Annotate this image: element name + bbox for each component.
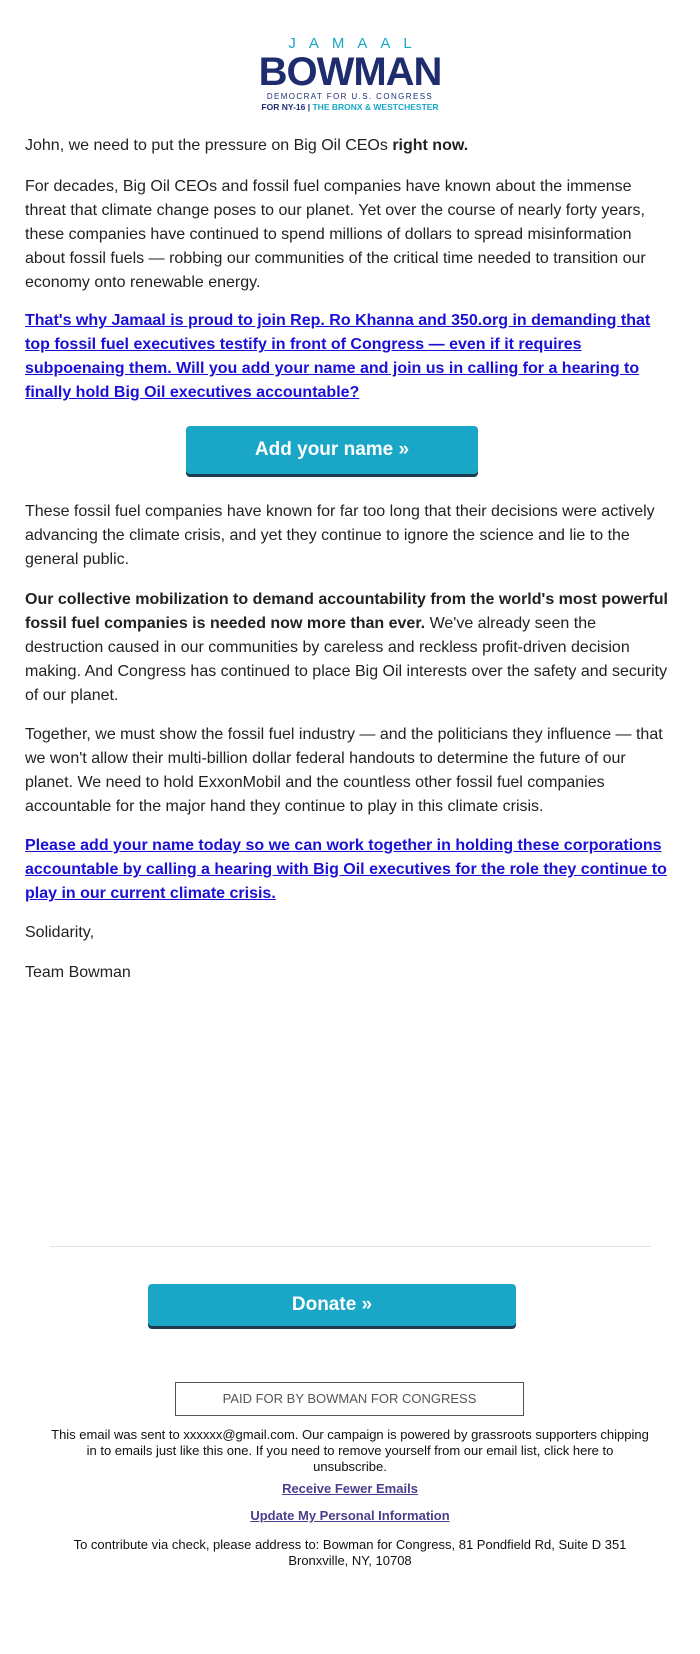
- intro-bold: right now.: [392, 137, 469, 154]
- logo-last-name: BOWMAN: [258, 50, 442, 94]
- signature-text: Team Bowman: [25, 964, 131, 981]
- update-info-wrap: [50, 1508, 650, 1524]
- logo-district-line: FOR NY-16 | THE BRONX & WESTCHESTER: [261, 102, 439, 112]
- campaign-logo: [0, 36, 700, 113]
- closing: [25, 921, 675, 945]
- paragraph-3-text: We've already seen the destruction caused in our communities by careless and reckless profit-driven decision making. And Congress has continued to place Big Oil interests over the safety and security of our planet.: [25, 615, 668, 704]
- intro-paragraph: [25, 134, 675, 158]
- signature: [25, 961, 675, 985]
- paragraph-3: [25, 588, 675, 708]
- paragraph-3-bold: Our collective mobilization to demand accountability from the world's most powerful fossil fuel companies is needed now more than ever.: [25, 591, 668, 632]
- paragraph-4: [25, 723, 675, 819]
- cta-link-2[interactable]: Please add your name today so we can work together in holding these corporations accountable by calling a hearing with Big Oil executives for the role they continue to play in our current climate crisis.: [25, 837, 667, 902]
- add-your-name-button[interactable]: Add your name »: [186, 426, 478, 474]
- logo-first-name: JAMAAL: [288, 35, 425, 52]
- logo-region: THE BRONX & WESTCHESTER: [312, 102, 439, 112]
- footer-divider: [50, 1246, 651, 1247]
- email-sent-notice: This email was sent to xxxxxx@gmail.com. Our campaign is powered by grassroots supporters chipping in to emails just like this one. If you need to remove yourself from our email list, click here to unsubscribe.: [51, 1427, 649, 1474]
- cta-link-2-wrap: [25, 834, 675, 906]
- paragraph-2-text: These fossil fuel companies have known for far too long that their decisions were actively advancing the climate crisis, and yet they continue to ignore the science and lie to the general public.: [25, 503, 655, 568]
- intro-text: John, we need to put the pressure on Big Oil CEOs: [25, 137, 393, 154]
- logo-tagline: DEMOCRAT FOR U.S. CONGRESS: [266, 92, 434, 101]
- logo-district: FOR NY-16: [261, 102, 306, 112]
- paid-for-box: PAID FOR BY BOWMAN FOR CONGRESS: [175, 1382, 524, 1416]
- cta-link-1[interactable]: That's why Jamaal is proud to join Rep. Ro Khanna and 350.org in demanding that top fossil fuel executives testify in front of Congress — even if it requires subpoenaing them. Will you add your name and join us in calling for a hearing to finally hold Big Oil executives accountable?: [25, 312, 651, 401]
- receive-fewer-emails-link[interactable]: Receive Fewer Emails: [282, 1481, 418, 1496]
- cta-link-1-wrap: [25, 309, 675, 405]
- check-address: To contribute via check, please address to: Bowman for Congress, 81 Pondfield Rd, Suite D 351 Bronxville, NY, 10708: [73, 1537, 627, 1568]
- paragraph-2: [25, 500, 675, 572]
- update-personal-info-link[interactable]: Update My Personal Information: [250, 1508, 450, 1523]
- paragraph-1-text: For decades, Big Oil CEOs and fossil fuel companies have known about the immense threat that climate change poses to our planet. Yet over the course of nearly forty years, these companies have continued to spend millions of dollars to spread misinformation about fossil fuels — robbing our communities of the critical time needed to transition our economy onto renewable energy.: [25, 178, 646, 291]
- paragraph-1: [25, 175, 675, 295]
- donate-button[interactable]: Donate »: [148, 1284, 516, 1326]
- paragraph-4-text: Together, we must show the fossil fuel industry — and the politicians they influence — that we won't allow their multi-billion dollar federal handouts to determine the future of our planet. We need to hold ExxonMobil and the countless other fossil fuel companies accountable for the major hand they continue to play in this climate crisis.: [25, 726, 663, 815]
- fewer-emails-wrap: [50, 1481, 650, 1497]
- closing-text: Solidarity,: [25, 924, 95, 941]
